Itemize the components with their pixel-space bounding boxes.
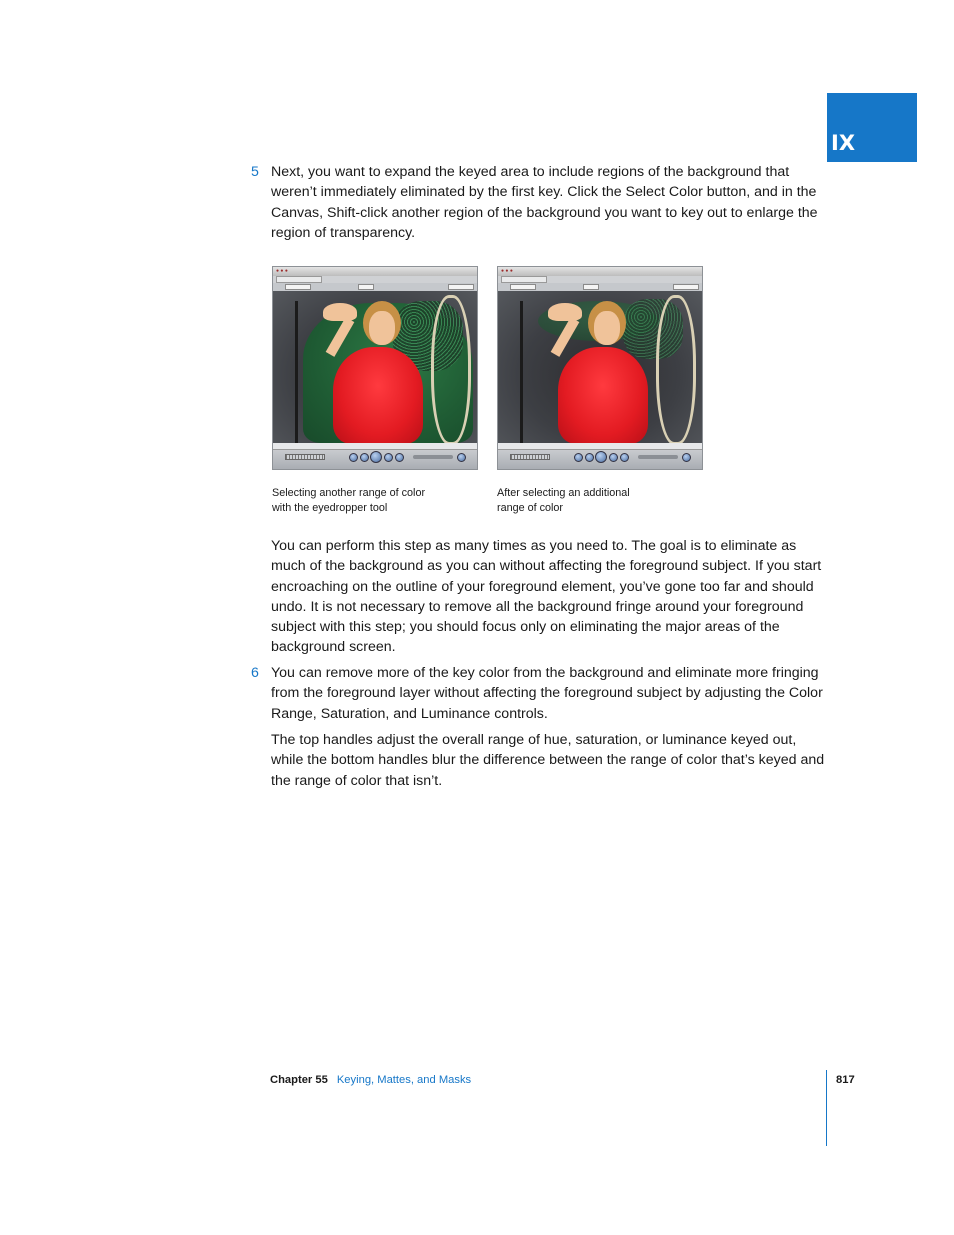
step-text: You can remove more of the key color from the background and eliminate more fringing from the foreground layer without affecting the foreground subject by adjusting the Color Range, Saturation, and Luminance controls. <box>271 665 823 722</box>
red-dress <box>333 347 423 444</box>
hoop-frame <box>656 295 696 445</box>
play-icon <box>370 451 382 463</box>
shuttle-control <box>638 455 678 459</box>
part-tab-label: IX <box>831 131 856 155</box>
figure-caption-right <box>497 486 630 515</box>
caption-line: After selecting an additional <box>497 487 630 499</box>
play-in-out-icon <box>585 453 594 462</box>
next-edit-icon <box>395 453 404 462</box>
caption-line: with the eyedropper tool <box>272 501 388 514</box>
figure-caption-left <box>272 486 425 515</box>
shuttle-control <box>413 455 453 459</box>
scrubber-bar <box>498 443 702 450</box>
step-6 <box>251 663 831 724</box>
window-buttons: ● ● ● <box>501 268 513 274</box>
window-tab <box>276 276 322 283</box>
step-number: 6 <box>251 665 259 681</box>
play-around-icon <box>609 453 618 462</box>
raised-hand <box>548 303 582 321</box>
raised-hand <box>323 303 357 321</box>
footer-chapter <box>270 1073 471 1088</box>
current-timecode <box>448 284 474 290</box>
hoop-frame <box>431 295 471 445</box>
keyed-video-frame <box>273 291 477 444</box>
window-tab <box>501 276 547 283</box>
window-tab-row <box>498 276 702 283</box>
play-icon <box>595 451 607 463</box>
keyed-video-frame <box>498 291 702 444</box>
light-stand <box>295 301 298 444</box>
window-buttons: ● ● ● <box>276 268 288 274</box>
timecode-bar <box>273 283 477 291</box>
red-dress <box>558 347 648 444</box>
scrubber-bar <box>273 443 477 450</box>
canvas-screenshot-before <box>272 266 478 470</box>
jog-control <box>285 454 325 460</box>
step-number: 5 <box>251 164 259 180</box>
chapter-label: Chapter 55 <box>270 1074 328 1086</box>
next-edit-icon <box>620 453 629 462</box>
timecode-bar <box>498 283 702 291</box>
footer-rule <box>826 1070 827 1146</box>
window-titlebar <box>498 267 702 276</box>
previous-edit-icon <box>574 453 583 462</box>
duration-timecode <box>510 284 536 290</box>
jog-control <box>510 454 550 460</box>
face <box>594 311 620 345</box>
body-paragraph: You can perform this step as many times as you need to. The goal is to eliminate as much of the background as you can without affecting the foreground subject. If you start encroaching on the outline of your foreground element, you’ve gone too far and should undo. It is not necessary to remove all the background fringe around your foreground subject with this step; you should focus only on eliminating the major areas of the background screen. <box>271 538 822 656</box>
chapter-title: Keying, Mattes, and Masks <box>336 1074 472 1086</box>
duration-timecode <box>285 284 311 290</box>
caption-line: range of color <box>497 501 564 514</box>
current-timecode <box>673 284 699 290</box>
part-tab <box>827 93 917 162</box>
step-5 <box>251 162 831 243</box>
previous-edit-icon <box>349 453 358 462</box>
page-number: 817 <box>836 1074 855 1086</box>
light-stand <box>520 301 523 444</box>
face <box>369 311 395 345</box>
step-text: Next, you want to expand the keyed area to include regions of the background that weren’t immediately eliminated by the first key. Click the Select Color button, and in the Canvas, Shift-click another region of the background you want to key out to enlarge the region of transparency. <box>271 164 818 241</box>
play-around-icon <box>384 453 393 462</box>
zoom-popup <box>358 284 374 290</box>
window-tab-row <box>273 276 477 283</box>
mark-icon <box>457 453 466 462</box>
window-titlebar <box>273 267 477 276</box>
mark-icon <box>682 453 691 462</box>
body-paragraph: The top handles adjust the overall range of hue, saturation, or luminance keyed out, while the bottom handles blur the difference between the range of color that’s keyed and the range of color that isn’t. <box>271 732 825 789</box>
zoom-popup <box>583 284 599 290</box>
play-in-out-icon <box>360 453 369 462</box>
transport-controls <box>273 443 477 469</box>
canvas-screenshot-after <box>497 266 703 470</box>
caption-line: Selecting another range of color <box>272 487 426 499</box>
transport-controls <box>498 443 702 469</box>
